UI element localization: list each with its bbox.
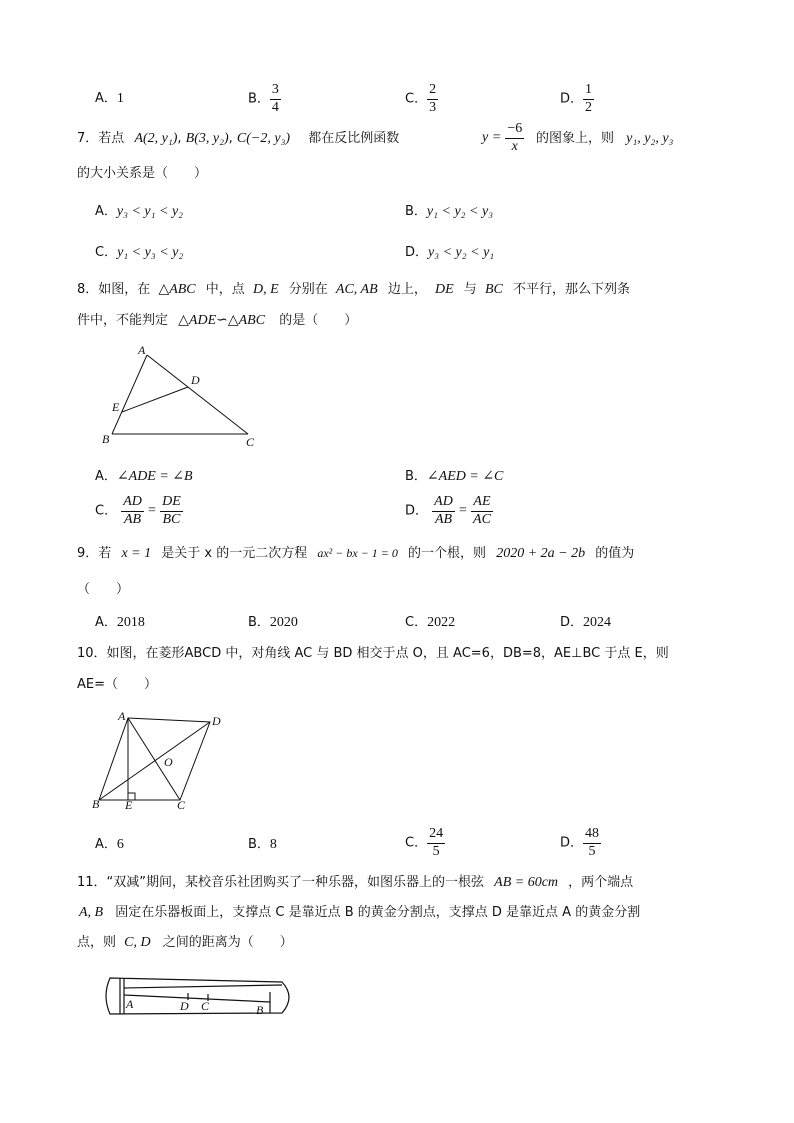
q8-stem-line2: 件中，不能判定 △ADE∽△ABC 的是（ ） — [77, 313, 358, 328]
label-a: A — [118, 709, 126, 723]
fraction: $\frac{1}{2}$ — [585, 82, 593, 115]
q7-option-a[interactable]: A．y₃ < y₁ < y₂ — [95, 204, 184, 219]
label-a: A — [138, 343, 146, 357]
q11-stem-line2: A, B 固定在乐器板面上，支撑点 C 是靠近点 B 的黄金分割点，支撑点 D 是靠近点 A 的黄金分割 — [79, 905, 641, 920]
label-d: D — [212, 714, 221, 728]
q9-stem-line2: （ ） — [77, 582, 130, 597]
label-c: C — [201, 999, 210, 1013]
q9-option-b[interactable]: B．2020 — [248, 615, 298, 630]
q6-option-b[interactable]: B． $\frac{3}{4}$ — [248, 82, 279, 115]
q7-function: y = $\frac{-6}{x}$ — [482, 121, 523, 154]
q8-option-d[interactable]: D． $\frac{AD}{AB}$ = $\frac{AE}{AC}$ — [405, 494, 491, 527]
q9-option-c[interactable]: C．2022 — [405, 615, 456, 630]
q8-option-c[interactable]: C． $\frac{AD}{AB}$ = $\frac{DE}{BC}$ — [95, 494, 181, 527]
label-o: O — [164, 755, 173, 769]
label-e: E — [112, 400, 120, 414]
label-c: C — [246, 435, 255, 448]
fraction: $\frac{2}{3}$ — [429, 82, 437, 115]
label-b: B — [92, 797, 100, 811]
q11-stem-line3: 点，则 C, D 之间的距离为（ ） — [77, 935, 293, 950]
q10-stem-line1: 10．如图，在菱形ABCD 中，对角线 AC 与 BD 相交于点 O，且 AC=6，DB=8，AE⊥BC 于点 E，则 — [77, 646, 669, 661]
q7-stem-line1: 7．若点 A(2, y₁), B(3, y₂), C(−2, y₃) 都在反比例函数 — [77, 131, 400, 146]
q11-stem-line1: 11．“双减”期间，某校音乐社团购买了一种乐器，如图乐器上的一根弦 AB = 60cm ，两个端点 — [77, 875, 634, 890]
q10-option-a[interactable]: A．6 — [95, 837, 124, 852]
q8-option-a[interactable]: A．∠ADE = ∠B — [95, 469, 193, 484]
label-a: A — [126, 997, 134, 1011]
q10-option-b[interactable]: B．8 — [248, 837, 277, 852]
q6-option-c[interactable]: C． $\frac{2}{3}$ — [405, 82, 437, 115]
q11-instrument-figure — [100, 972, 300, 1020]
q8-triangle-figure — [100, 343, 260, 448]
label-d: D — [180, 999, 189, 1013]
label-e: E — [125, 798, 133, 812]
q9-stem-line1: 9．若 x = 1 是关于 x 的一元二次方程 ax² − bx − 1 = 0 的一个根，则 2020 + 2a − 2b 的值为 — [77, 546, 635, 561]
q7-option-c[interactable]: C．y₁ < y₃ < y₂ — [95, 245, 184, 260]
q7-option-d[interactable]: D．y₃ < y₂ < y₁ — [405, 245, 495, 260]
label-b: B — [102, 432, 110, 446]
label-c: C — [177, 798, 186, 812]
q7-stem-tail: 的图象上，则 y₁, y₂, y₃ — [536, 131, 674, 146]
q6-option-a[interactable]: A．1 — [95, 91, 124, 106]
q9-option-a[interactable]: A．2018 — [95, 615, 145, 630]
q10-option-d[interactable]: D． $\frac{48}{5}$ — [560, 826, 600, 859]
q8-stem-line1: 8．如图，在 △ABC 中，点 D, E 分别在 AC, AB 边上， DE 与 BC 不平行，那么下列条 — [77, 282, 630, 297]
label-b: B — [256, 1003, 264, 1017]
q6-option-d[interactable]: D． $\frac{1}{2}$ — [560, 82, 593, 115]
label-d: D — [191, 373, 200, 387]
q10-rhombus-figure — [90, 708, 230, 813]
q7-stem-line2: 的大小关系是（ ） — [77, 166, 208, 181]
fraction: $\frac{3}{4}$ — [271, 82, 279, 115]
q7-option-b[interactable]: B．y₁ < y₂ < y₃ — [405, 204, 494, 219]
q9-option-d[interactable]: D．2024 — [560, 615, 612, 630]
q8-option-b[interactable]: B．∠AED = ∠C — [405, 469, 504, 484]
q10-stem-line2: AE=（ ） — [77, 677, 157, 692]
q10-option-c[interactable]: C． $\frac{24}{5}$ — [405, 826, 444, 859]
